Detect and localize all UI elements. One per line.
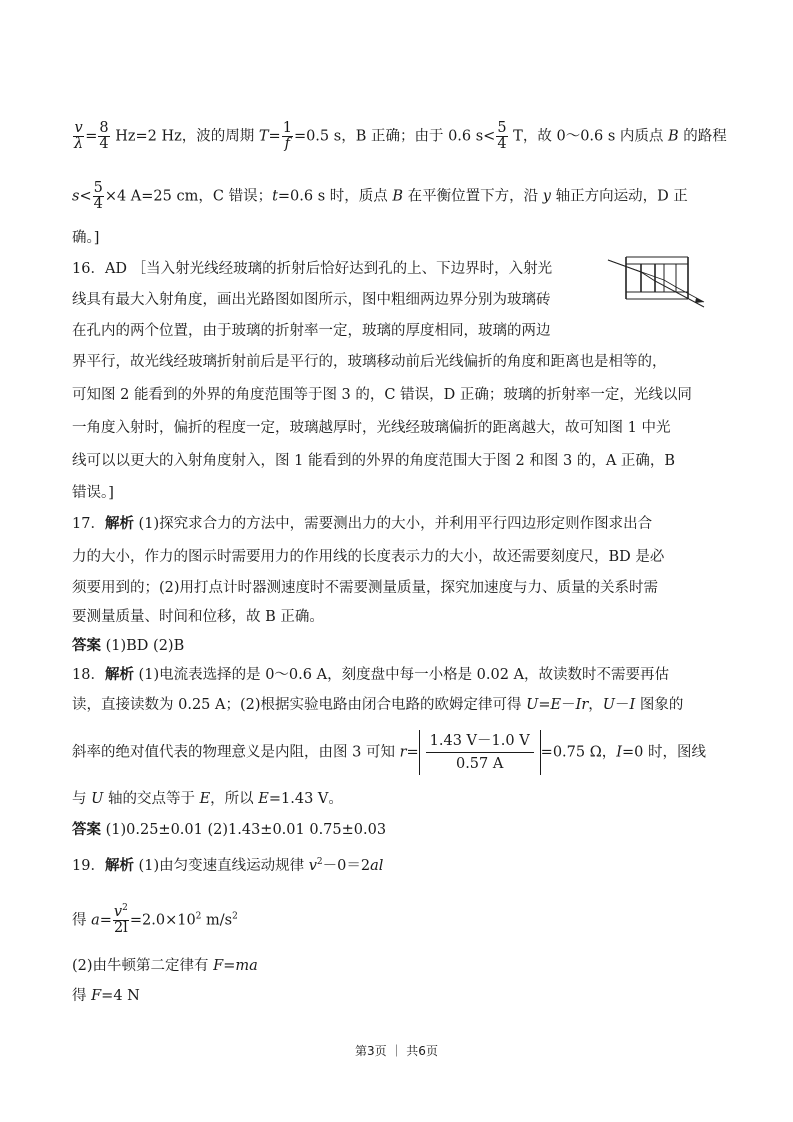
- q16-line-2: 线具有最大入射角度，画出光路图如图所示，图中粗细两边界分别为玻璃砖: [72, 292, 551, 308]
- glass-refraction-diagram: [606, 254, 706, 312]
- q17-line-1: 17．解析 (1)探究求合力的方法中，需要测出力的大小，并利用平行四边形定则作图求出合: [72, 516, 653, 532]
- light-ray-thick: [608, 260, 704, 307]
- ray-arrow: [695, 298, 704, 303]
- q17-answer: 答案 (1)BD (2)B: [72, 638, 185, 654]
- q18-line-1: 18．解析 (1)电流表选择的是 0～0.6 A，刻度盘中每一小格是 0.02 A，故读数时不需要再估: [72, 667, 670, 683]
- q16-line-7: 线可以以更大的入射角度射入，图 1 能看到的外界的角度范围大于图 2 和图 3 的，A 正确，B: [72, 453, 676, 469]
- q16-line-3: 在孔内的两个位置，由于玻璃的折射率一定，玻璃的厚度相同，玻璃的两边: [72, 323, 551, 339]
- fraction-v-over-lambda: $\frac{v}{\lambda}$: [74, 120, 84, 152]
- text-line-2: s< $\frac{5}{4}$ ×4 A=25 cm，C 错误；t=0.6 s 时，质点 B 在平衡位置下方，沿 y 轴正方向运动，D 正: [72, 180, 688, 212]
- q19-line-1: 19．解析 (1)由匀变速直线运动规律 $v^2-0=2al$: [72, 857, 384, 874]
- q19-line-3: (2)由牛顿第二定律有 F=ma: [72, 958, 258, 974]
- fraction-5-over-4: $\frac{5}{4}$: [93, 180, 103, 212]
- q19-line-4: 得 F=4 N: [72, 988, 140, 1004]
- q18-line-2: 读，直接读数为 0.25 A；(2)根据实验电路由闭合电路的欧姆定律可得 U=E－Ir，U－I 图象的: [72, 697, 684, 713]
- q16-line-8: 错误。]: [72, 485, 114, 501]
- q16-line-5: 可知图 2 能看到的外界的角度范围等于图 3 的，C 错误，D 正确；玻璃的折射率一定，光线以同: [72, 387, 692, 403]
- text-line-1: $\frac{v}{\lambda}$ = $\frac{8}{4}$ Hz=2 Hz，波的周期 T= $\frac{1}{f}$ =0.5 s，B 正确；由于 0.6 s< $\frac{5}{4}$ T，故 0～0.6 s 内质点 B 的路程: [74, 120, 727, 152]
- page-footer: 第3页 ｜ 共6页: [355, 1044, 438, 1058]
- internal-resistance-fraction: $\frac{1.43 V-1.0 V}{0.57 A}$: [419, 730, 541, 775]
- q17-line-4: 要测量质量、时间和位移，故 B 正确。: [72, 609, 324, 625]
- q17-line-2: 力的大小，作力的图示时需要用力的作用线的长度表示力的大小，故还需要刻度尺，BD 是必: [72, 549, 665, 565]
- q16-line-1: 16．AD ［当入射光线经玻璃的折射后恰好达到孔的上、下边界时，入射光: [72, 261, 553, 277]
- q17-line-3: 须要用到的；(2)用打点计时器测速度时不需要测量质量，探究加速度与力、质量的关系时需: [72, 580, 659, 596]
- text-line-3: 确。]: [72, 230, 100, 246]
- q18-line-3: 斜率的绝对值代表的物理意义是内阻，由图 3 可知 r= $\frac{1.43 V-1.0 V}{0.57 A}$ =0.75 Ω，I=0 时，图线: [72, 730, 706, 775]
- q16-line-6: 一角度入射时，偏折的程度一定，玻璃越厚时，光线经玻璃偏折的距离越大，故可知图 1 中光: [72, 420, 671, 436]
- q19-line-2: 得 a= $\frac{v^2}{2l}$ $=2.0\times 10^2$ $m/s^2$: [72, 903, 238, 936]
- fraction-1-over-f: $\frac{1}{f}$: [282, 120, 292, 152]
- fraction-5-over-4: $\frac{5}{4}$: [497, 120, 507, 152]
- q18-answer: 答案 (1)0.25±0.01 (2)1.43±0.01 0.75±0.03: [72, 822, 387, 838]
- q16-line-4: 界平行，故光线经玻璃折射前后是平行的，玻璃移动前后光线偏折的角度和距离也是相等的，: [72, 354, 667, 370]
- fraction-v2-over-2l: $\frac{v^2}{2l}$: [113, 903, 128, 936]
- q18-line-4: 与 U 轴的交点等于 E，所以 E=1.43 V。: [72, 791, 343, 807]
- fraction-8-over-4: $\frac{8}{4}$: [99, 120, 109, 152]
